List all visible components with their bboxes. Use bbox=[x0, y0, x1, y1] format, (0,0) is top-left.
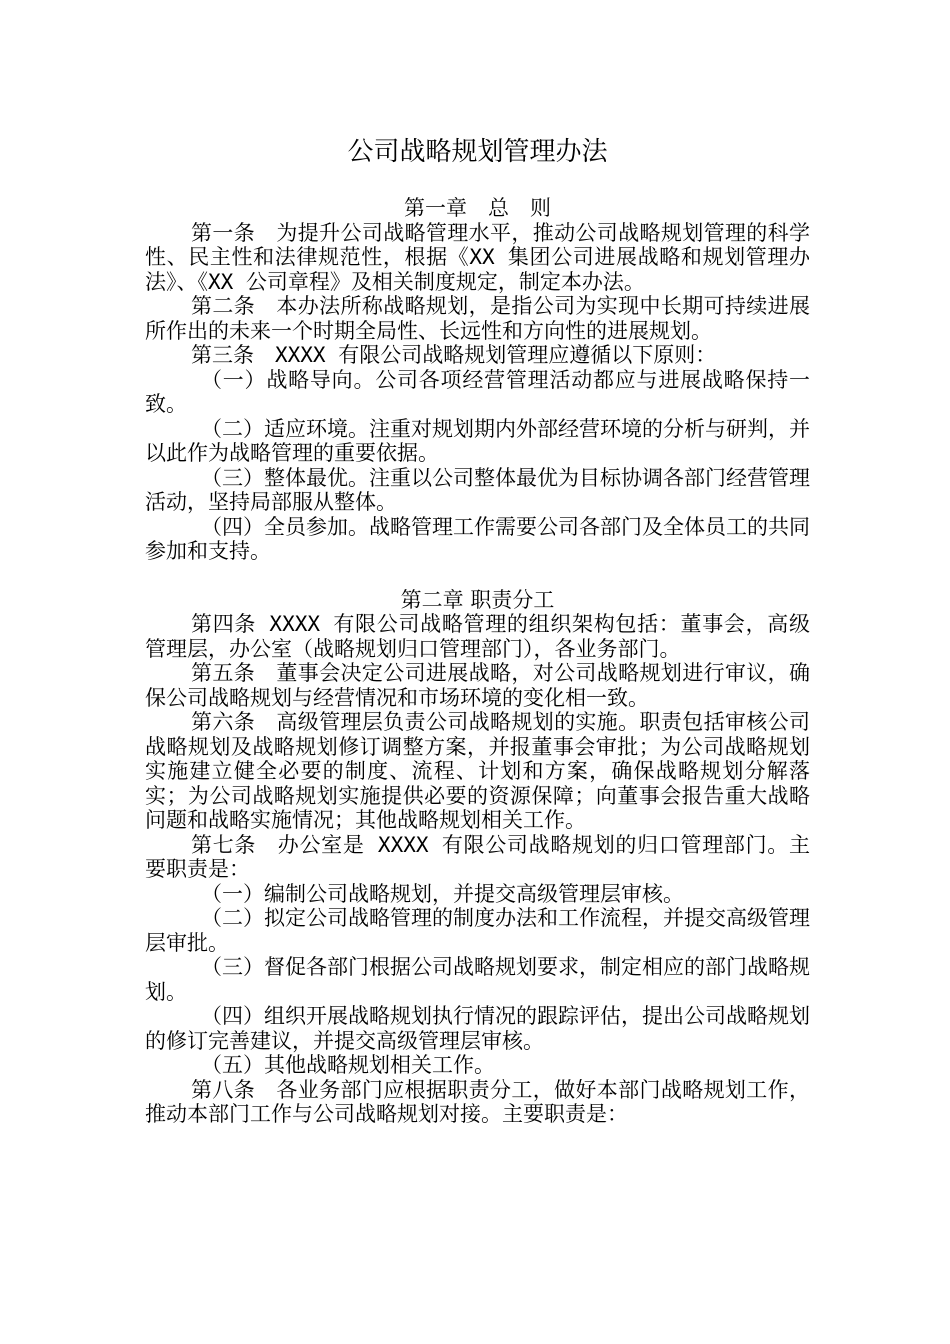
article-4: 第四条 XXXX 有限公司战略管理的组织架构包括：董事会，高级管理层，办公室（战略规划归口管理部门），各业务部门。 bbox=[145, 612, 810, 661]
article-7: 第七条 办公室是 XXXX 有限公司战略规划的归口管理部门。主要职责是： bbox=[145, 832, 810, 881]
article-8: 第八条 各业务部门应根据职责分工，做好本部门战略规划工作，推动本部门工作与公司战略规划对接。主要职责是： bbox=[145, 1077, 810, 1126]
article-7-item-4: （四）组织开展战略规划执行情况的跟踪评估，提出公司战略规划的修订完善建议，并提交高级管理层审核。 bbox=[145, 1004, 810, 1053]
article-5: 第五条 董事会决定公司进展战略，对公司战略规划进行审议，确保公司战略规划与经营情况和市场环境的变化相一致。 bbox=[145, 661, 810, 710]
chapter-1-section bbox=[145, 196, 810, 564]
article-7-item-3: （三）督促各部门根据公司战略规划要求，制定相应的部门战略规划。 bbox=[145, 955, 810, 1004]
article-1: 第一条 为提升公司战略管理水平，推动公司战略规划管理的科学性、民主性和法律规范性，根据《XX 集团公司进展战略和规划管理办法》、《XX 公司章程》及相关制度规定，制定本办法。 bbox=[145, 220, 810, 294]
chapter-1-heading: 第一章 总 则 bbox=[404, 196, 551, 220]
article-7-item-2: （二）拟定公司战略管理的制度办法和工作流程，并提交高级管理层审批。 bbox=[145, 906, 810, 955]
article-7-item-1: （一）编制公司战略规划，并提交高级管理层审核。 bbox=[201, 881, 684, 906]
chapter-2-section bbox=[145, 588, 810, 1127]
article-7-item-5: （五）其他战略规划相关工作。 bbox=[201, 1053, 495, 1077]
document-title: 公司战略规划管理办法 bbox=[347, 137, 608, 167]
article-6: 第六条 高级管理层负责公司战略规划的实施。职责包括审核公司战略规划及战略规划修订调整方案，并报董事会审批；为公司战略规划实施建立健全必要的制度、流程、计划和方案，确保战略规划分解落实；为公司战略规划实施提供必要的资源保障；向董事会报告重大战略问题和战略实施情况；其他战略规划相关工作。 bbox=[145, 710, 810, 832]
article-3-item-1: （一）战略导向。公司各项经营管理活动都应与进展战略保持一致。 bbox=[145, 367, 810, 416]
chapter-2-heading: 第二章 职责分工 bbox=[400, 587, 555, 612]
article-3-item-2: （二）适应环境。注重对规划期内外部经营环境的分析与研判，并以此作为战略管理的重要依据。 bbox=[145, 416, 810, 465]
article-3-item-4: （四）全员参加。战略管理工作需要公司各部门及全体员工的共同参加和支持。 bbox=[145, 514, 810, 563]
article-3: 第三条 XXXX 有限公司战略规划管理应遵循以下原则： bbox=[191, 343, 717, 367]
article-2: 第二条 本办法所称战略规划，是指公司为实现中长期可持续进展所作出的未来一个时期全局性、长远性和方向性的进展规划。 bbox=[145, 294, 810, 343]
document-page bbox=[145, 130, 810, 1127]
article-3-item-3: （三）整体最优。注重以公司整体最优为目标协调各部门经营管理活动，坚持局部服从整体。 bbox=[145, 465, 810, 514]
